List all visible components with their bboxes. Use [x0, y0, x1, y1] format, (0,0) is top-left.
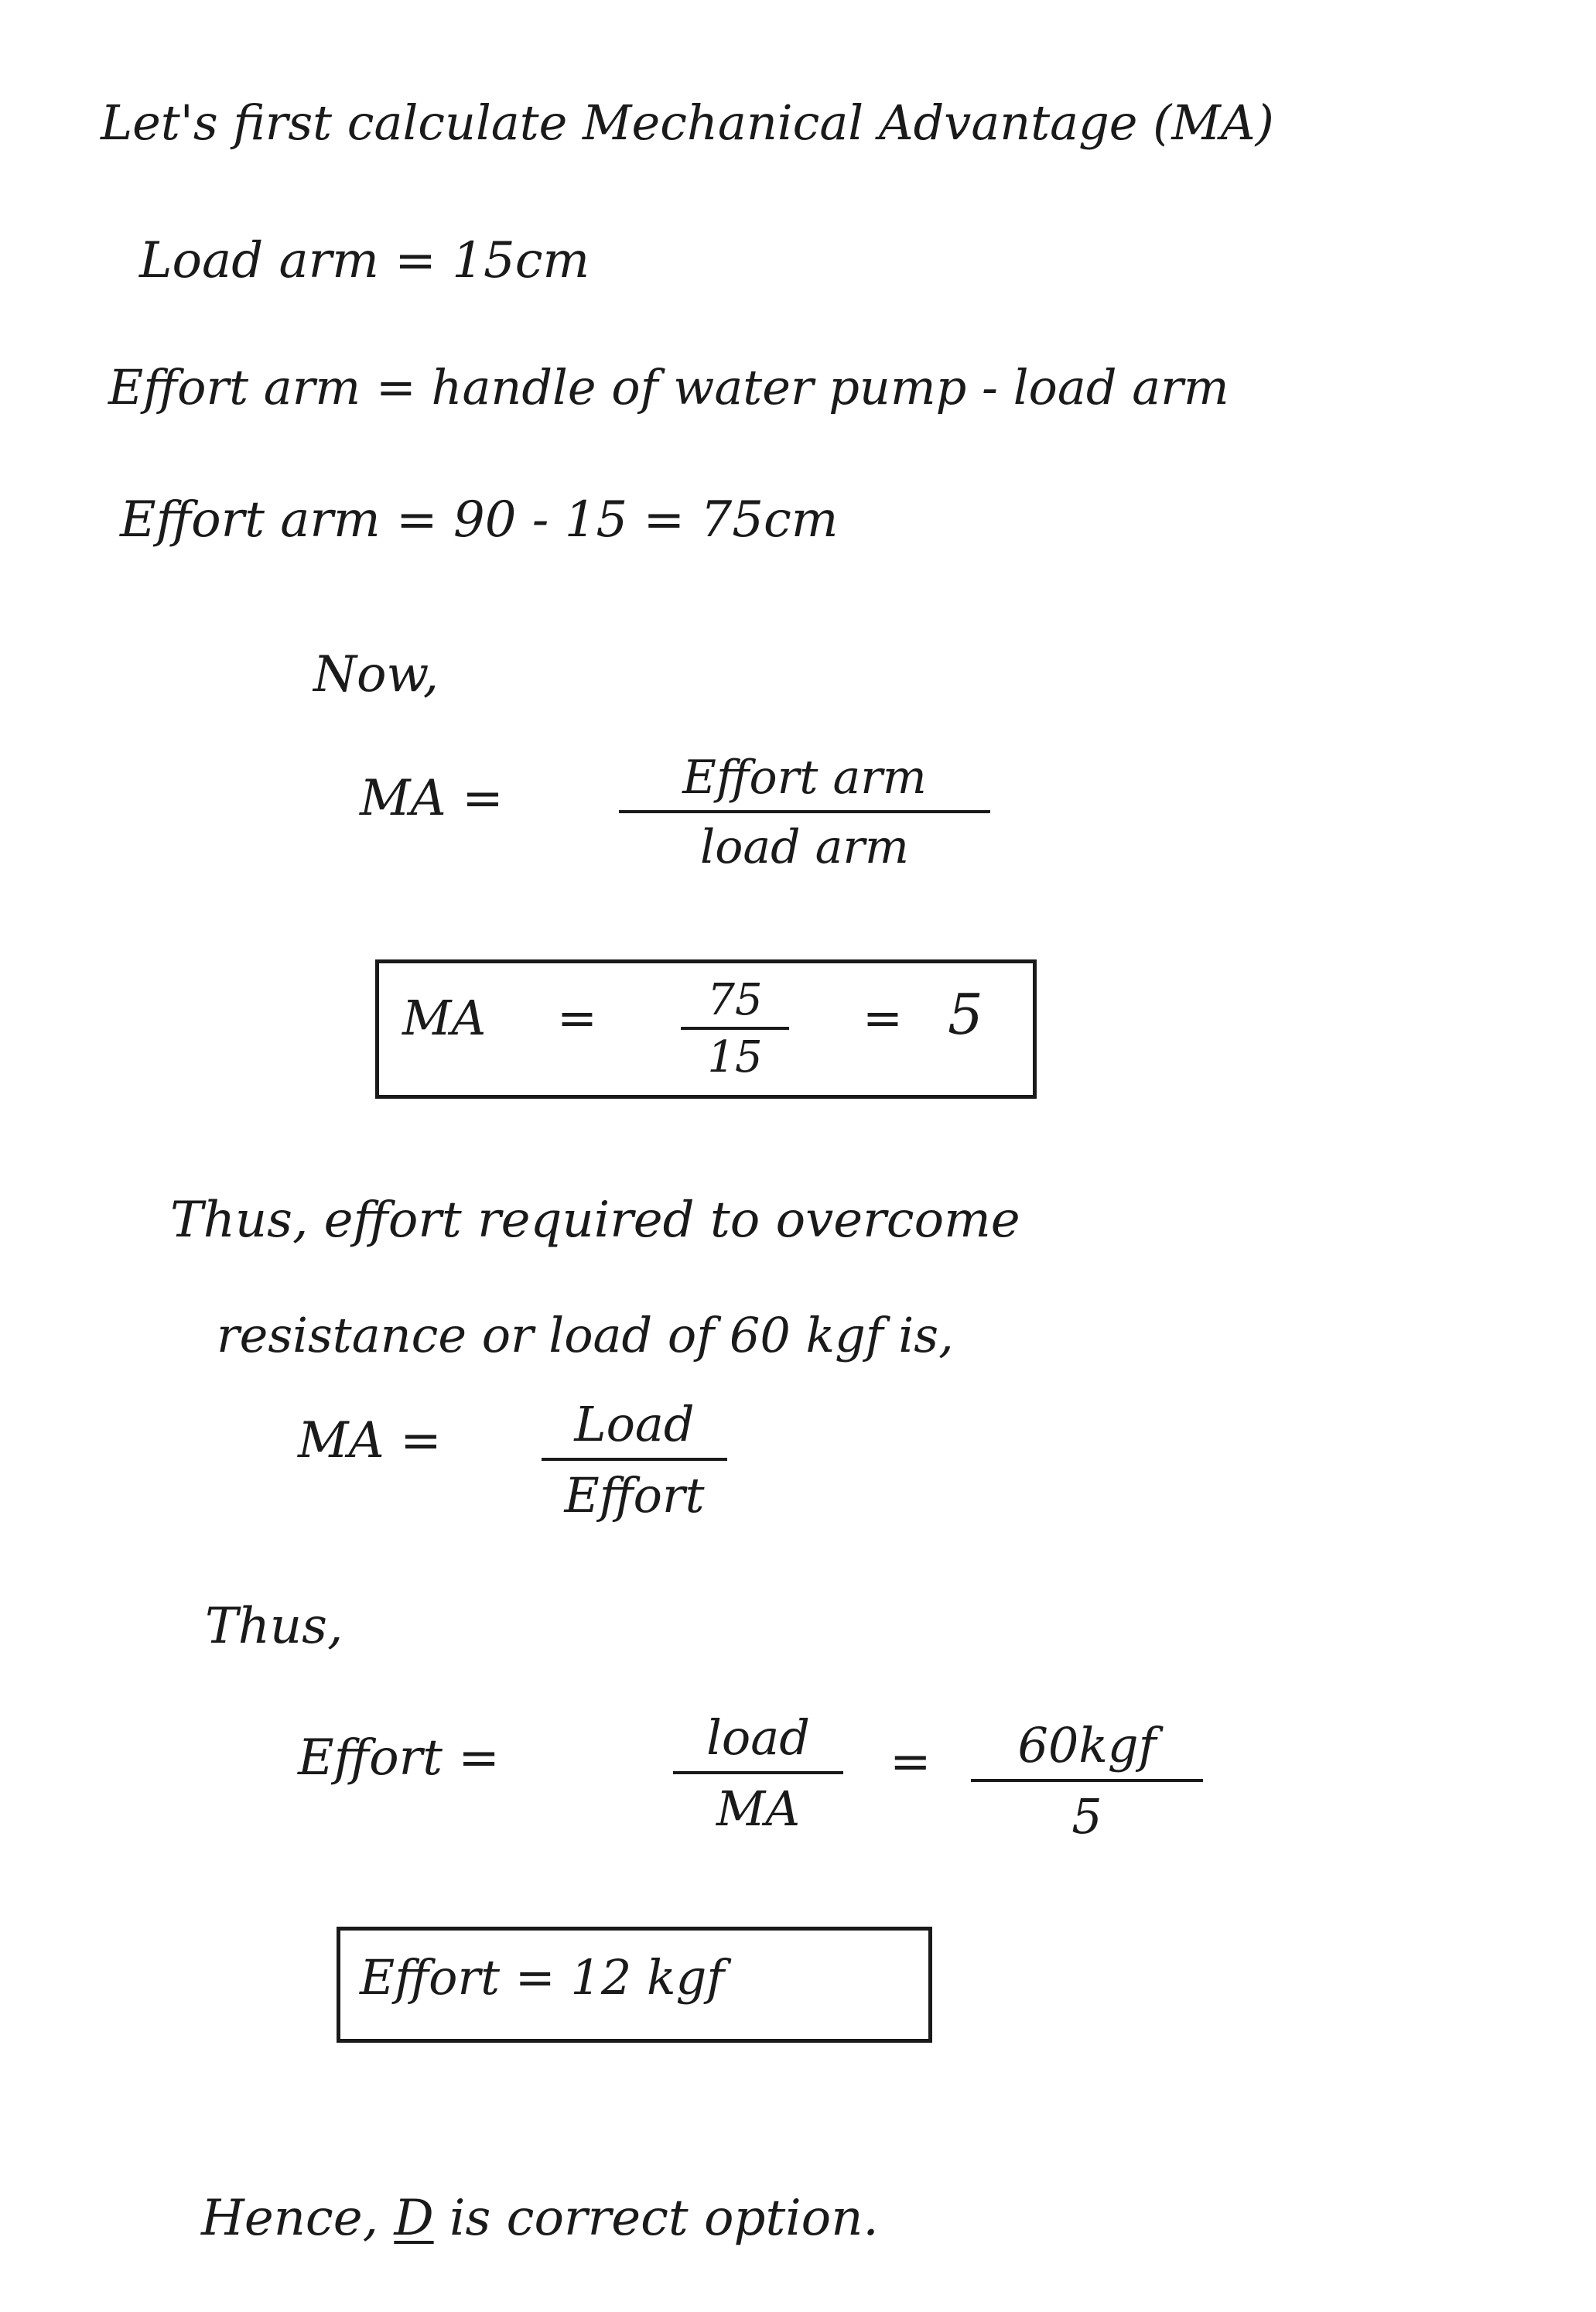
ma-load-lhs: MA =	[298, 1412, 442, 1469]
fraction-bar	[542, 1458, 727, 1461]
effort-formula-den2: 5	[1071, 1788, 1102, 1845]
thus-text-line1: Thus, effort required to overcome	[170, 1192, 1020, 1249]
effort-result-text: Effort = 12 kgf	[360, 1949, 725, 2006]
conclusion-line	[201, 2190, 879, 2247]
ma-formula-denominator: load arm	[700, 820, 909, 874]
ma-result-lhs: MA	[402, 990, 487, 1046]
ma-formula-numerator: Effort arm	[682, 751, 927, 805]
conclusion-option: D	[394, 2190, 434, 2247]
ma-load-numerator: Load	[574, 1396, 695, 1452]
ma-result-eq1: =	[557, 990, 597, 1046]
ma-result-denominator: 15	[707, 1032, 763, 1082]
ma-load-fraction	[542, 1396, 727, 1524]
effort-arm-calculation: Effort arm = 90 - 15 = 75cm	[120, 491, 839, 549]
fraction-bar	[673, 1771, 843, 1774]
effort-arm-definition: Effort arm = handle of water pump - load arm	[108, 359, 1229, 416]
fraction-bar	[971, 1779, 1203, 1782]
title-line: Let's first calculate Mechanical Advantage (MA)	[101, 94, 1274, 151]
ma-formula-fraction	[619, 751, 990, 874]
effort-formula-lhs: Effort =	[298, 1729, 500, 1787]
conclusion-post: is correct option.	[449, 2190, 879, 2247]
fraction-bar	[681, 1027, 789, 1030]
effort-formula-num2: 60kgf	[1017, 1717, 1157, 1773]
ma-formula-lhs: MA =	[360, 770, 504, 827]
effort-formula-eq: =	[890, 1733, 931, 1790]
thus2-label: Thus,	[205, 1598, 343, 1655]
thus-text-line2: resistance or load of 60 kgf is,	[217, 1307, 954, 1363]
ma-result-fraction	[681, 975, 789, 1082]
ma-result-eq2: =	[863, 990, 903, 1046]
effort-formula-fraction1	[673, 1709, 843, 1837]
ma-load-denominator: Effort	[564, 1467, 705, 1524]
effort-formula-num1: load	[706, 1709, 810, 1766]
ma-result-value: 5	[948, 982, 983, 1047]
ma-result-numerator: 75	[707, 975, 763, 1025]
load-arm-line: Load arm = 15cm	[139, 232, 590, 289]
fraction-bar	[619, 810, 990, 813]
effort-formula-fraction2	[971, 1717, 1203, 1845]
effort-formula-den1: MA	[716, 1780, 801, 1837]
now-label: Now,	[313, 646, 439, 703]
conclusion-pre: Hence,	[201, 2190, 378, 2247]
